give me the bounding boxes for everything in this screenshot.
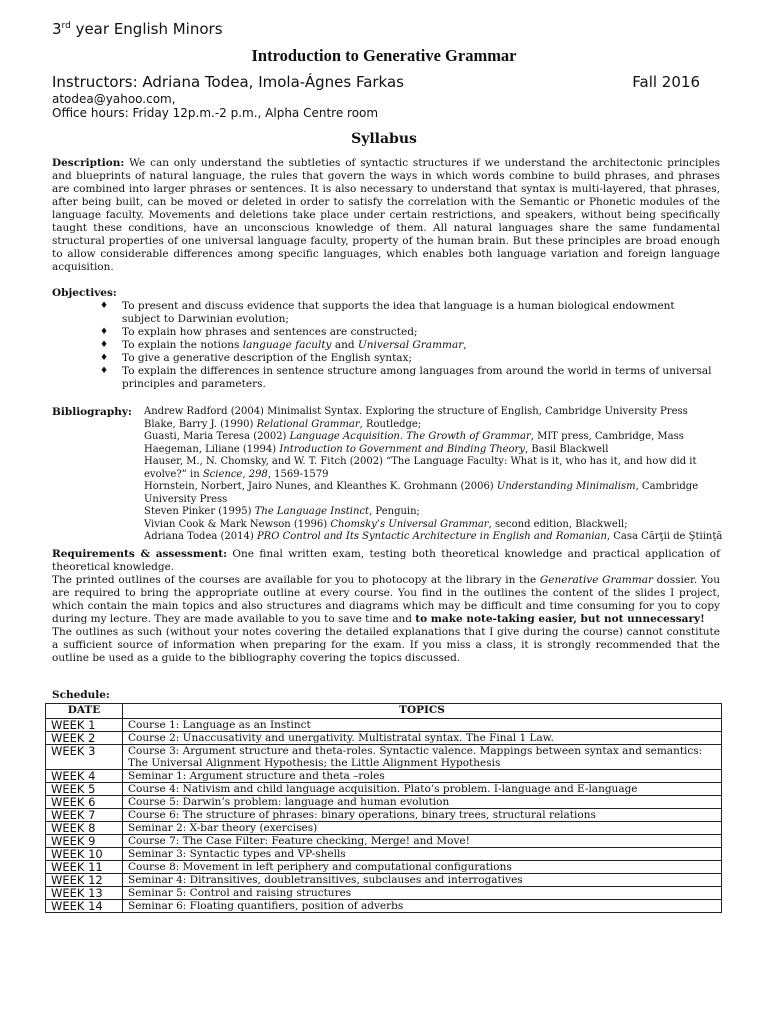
bibliography-entry: Steven Pinker (1995) The Language Instinct, Penguin; [144,506,420,517]
table-row: WEEK 12 Seminar 4: Ditransitives, doubletransitives, subclauses and interrogatives [46,874,722,887]
objectives-list [100,300,712,391]
table-row: WEEK 5 Course 4: Nativism and child language acquisition. Plato’s problem. I-language and E-language [46,783,722,796]
table-row: WEEK 14 Seminar 6: Floating quantifiers, position of adverbs [46,900,722,913]
outlines-warning-paragraph: The outlines as such (without your notes covering the detailed explanations that I give during the course) cannot constitute a sufficient source of information when preparing for the exam. If you miss a class, it is strongly recommended that the outline be used as a guide to the bibliography covering the topics discussed. [52,626,720,664]
objective-item: ♦ To present and discuss evidence that supports the idea that language is a human biological endowment subject to Darwinian evolution; [100,300,675,325]
table-row: WEEK 6 Course 5: Darwin’s problem: language and human evolution [46,796,722,809]
topics-column-header: TOPICS [123,704,722,719]
description-label: Description: [52,157,125,169]
instructors: Instructors: Adriana Todea, Imola-Ágnes Farkas [52,73,404,91]
requirements-label: Requirements & assessment: [52,548,228,560]
bibliography-entry: Vivian Cook & Mark Newson (1996) Chomsky’s Universal Grammar, second edition, Blackwell; [144,518,628,530]
bibliography-entry: Haegeman, Liliane (1994) Introduction to Government and Binding Theory, Basil Blackwell [144,443,609,455]
bibliography-entry: Hauser, M., N. Chomsky, and W. T. Fitch (2002) “The Language Faculty: What is it, who has it, and how did it evolve?” in Science, 298, 1569-1579 [144,456,697,480]
table-row: WEEK 2 Course 2: Unaccusativity and unergativity. Multistratal syntax. The Final 1 Law. [46,732,722,745]
table-row: WEEK 8 Seminar 2: X-bar theory (exercises) [46,822,722,835]
table-row: WEEK 4 Seminar 1: Argument structure and theta –roles [46,770,722,783]
bibliography-list [144,406,734,544]
contact-email: atodea@yahoo.com, [52,92,176,106]
diamond-bullet-icon: ♦ [100,340,109,350]
requirements-section [52,548,720,665]
schedule-table [45,703,722,913]
table-row: WEEK 1 Course 1: Language as an Instinct [46,719,722,732]
description-text: We can only understand the subtleties of syntactic structures if we understand the architectonic principles and blueprints of natural language, the rules that govern the ways in which words combine to build phrases, and phrases are combined into larger phrases or sentences. It is also necessary to understand that syntax is multi-layered, that phrases, after being built, can be moved or deleted in order to satisfy the correlation with the Semantic or Phonetic modules of the language faculty. Movements and deletions take place under certain restrictions, and speakers, without being specifically taught these conditions, have an unconscious knowledge of them. All natural languages share the same fundamental structural properties of one universal language faculty, property of the human brain. But these principles are broad enough to allow considerable differences among specific languages, which enables both language variation and foreign language acquisition. [52,157,720,273]
course-year-suffix: rd [61,21,71,31]
objective-item: ♦ To explain how phrases and sentences are constructed; [100,326,418,338]
course-year-number: 3 [52,20,62,38]
table-row: WEEK 13 Seminar 5: Control and raising structures [46,887,722,900]
diamond-bullet-icon: ♦ [100,353,109,363]
diamond-bullet-icon: ♦ [100,327,109,337]
bibliography-label: Bibliography: [52,406,132,418]
schedule-label: Schedule: [52,689,110,701]
table-row: WEEK 9 Course 7: The Case Filter: Feature checking, Merge! and Move! [46,835,722,848]
bibliography-entry: Hornstein, Norbert, Jairo Nunes, and Kleanthes K. Grohmann (2006) Understanding Minimalism, Cambridge University Press [144,481,699,505]
outlines-paragraph: The printed outlines of the courses are available for you to photocopy at the library in the Generative Grammar dossier. You are required to bring the appropriate outline at every course. You find in the outlines the content of the slides I project, which contain the main topics and also structures and diagrams which may be difficult and time consuming for you to copy during my lecture. They are made available to you to save time and to make note-taking easier, but not unnecessary! [52,574,721,625]
objective-item: ♦ To explain the differences in sentence structure among languages from around the world in terms of universal principles and parameters. [100,365,712,390]
bibliography-entry: Andrew Radford (2004) Minimalist Syntax. Exploring the structure of English, Cambridge University Press [144,406,688,417]
diamond-bullet-icon: ♦ [100,301,109,311]
schedule-header-row [46,704,722,719]
objectives-label: Objectives: [52,287,117,299]
objective-item: ♦ To give a generative description of the English syntax; [100,352,413,364]
bibliography-entry: Adriana Todea (2014) PRO Control and Its Syntactic Architecture in English and Romanian, Casa Cărţii de Ştiinţă [144,531,723,542]
objective-item: ♦ To explain the notions language faculty and Universal Grammar, [100,339,467,351]
course-level [52,20,223,38]
course-level-text: year English Minors [70,20,223,38]
table-row: WEEK 3 Course 3: Argument structure and theta-roles. Syntactic valence. Mappings between syntax and semantics: The Universal Alignment Hypothesis; the Little Alignment Hypothesis [46,745,722,770]
diamond-bullet-icon: ♦ [100,366,109,376]
bibliography-entry: Guasti, Maria Teresa (2002) Language Acquisition. The Growth of Grammar, MIT press, Cambridge, Mass [144,431,684,442]
syllabus-heading: Syllabus [351,131,417,147]
term: Fall 2016 [632,73,700,91]
bibliography-entry: Blake, Barry J. (1990) Relational Grammar, Routledge; [144,418,422,430]
table-row: WEEK 7 Course 6: The structure of phrases: binary operations, binary trees, structural relations [46,809,722,822]
requirements-paragraph: Requirements & assessment: One final written exam, testing both theoretical knowledge and practical application of theoretical knowledge. [52,548,720,573]
page-title: Introduction to Generative Grammar [251,46,517,65]
office-hours: Office hours: Friday 12p.m.-2 p.m., Alpha Centre room [52,106,379,120]
table-row: WEEK 11 Course 8: Movement in left periphery and computational configurations [46,861,722,874]
table-row: WEEK 10 Seminar 3: Syntactic types and VP-shells [46,848,722,861]
date-column-header: DATE [46,704,123,719]
description-section [52,157,720,274]
